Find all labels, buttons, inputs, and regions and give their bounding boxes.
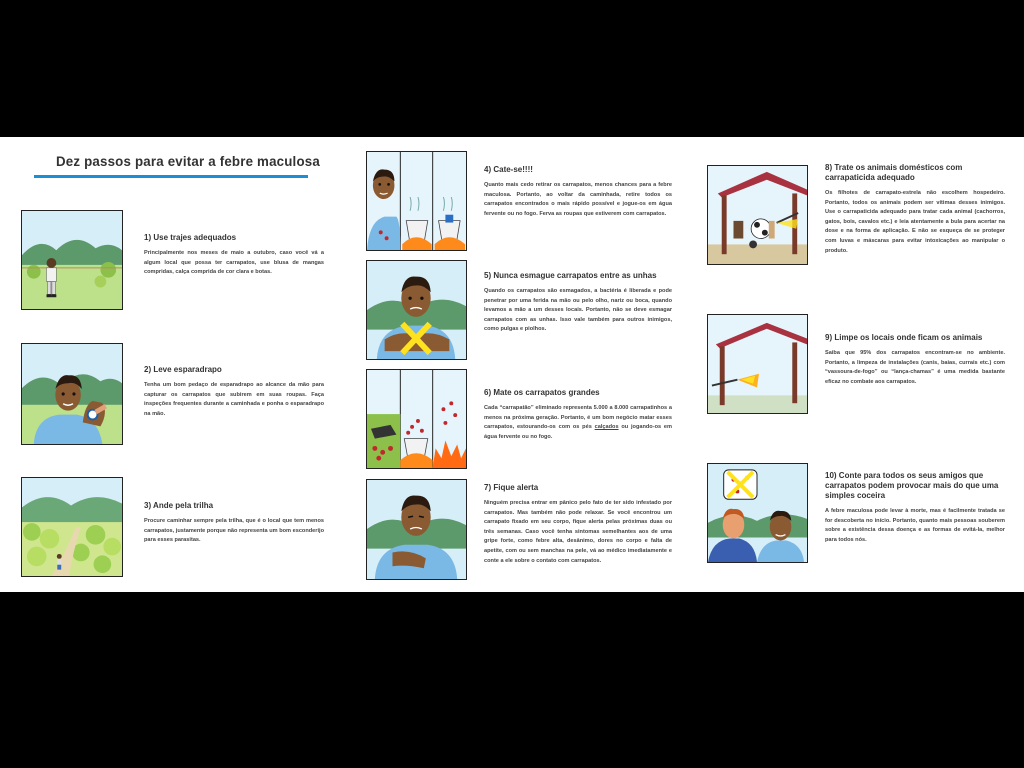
step-10-text: A febre maculosa pode levar à morte, mas é facilmente tratada se for descoberta no início. Portanto, quanto mais pessoas souberem sobre a existência dessa doença e as formas de evitá-la, melhor para todos nós.: [825, 508, 1005, 543]
illustration-step-7: [366, 479, 467, 580]
person-in-field-icon: [22, 211, 122, 309]
illustration-step-4: [366, 151, 467, 251]
step-6-heading: 6) Mate os carrapatos grandes: [484, 388, 600, 397]
step-8: [825, 163, 1005, 256]
step-10-heading: 10) Conte para todos os seus amigos que carrapatos podem provocar mais do que uma simples coceira: [825, 471, 999, 500]
step-6-text-underlined: calçados: [594, 424, 619, 431]
boiling-clothes-icon: [367, 152, 466, 250]
illustration-step-6: [366, 369, 467, 469]
step-9: [825, 333, 1005, 387]
step-9-text: Saiba que 95% dos carrapatos encontram-se no ambiente. Portanto, a limpeza de instalações (canis, baias, currais etc.) com “vassoura-de-fogo” ou “lança-chamas” é uma medida bastante eficaz no combate aos carrapatos.: [825, 350, 1005, 385]
step-7-text: Ninguém precisa entrar em pânico pelo fato de ter sido infestado por carrapatos. Mas também não pode relaxar. Se você encontrou um carrapato fixado em seu corpo, fique alerta pelas próximas duas ou três semanas. Caso você tenha sintomas semelhantes aos de uma gripe forte, como febre alta, desânimo, dores no corpo e falta de apetite, com ou sem manchas na pele, vá ao médico imediatamente e conte a ele sobre o contato com carrapatos.: [484, 500, 672, 564]
page-title: Dez passos para evitar a febre maculosa: [56, 153, 320, 169]
illustration-step-2: [21, 343, 123, 445]
sick-man-icon: [367, 480, 466, 579]
step-5-text: Quando os carrapatos são esmagados, a bactéria é liberada e pode penetrar por uma ferida na mão ou pelo olho, nariz ou boca, quando levamos a mão a um desses locais. Portanto, não se deve esmagar carrapatos com as unhas. Isso vale também para outros inimigos, como pulgas e piolhos.: [484, 288, 672, 333]
step-7-heading: 7) Fique alerta: [484, 483, 539, 492]
illustration-step-10: [707, 463, 808, 563]
do-not-crush-icon: [367, 261, 466, 359]
step-4: [484, 165, 672, 219]
step-6-text-before: Cada “carrapatão” eliminado representa 5.000 a 8.000 carrapatinhos a menos na próxima geração. Portanto, é um bom negócio matar esses carrapatos, estourando-os com os pés: [484, 405, 672, 431]
title-underline: [34, 175, 308, 178]
illustration-step-9: [707, 314, 808, 414]
step-9-heading: 9) Limpe os locais onde ficam os animais: [825, 333, 983, 342]
step-4-heading: 4) Cate-se!!!!: [484, 165, 533, 174]
man-with-tape-icon: [22, 344, 122, 444]
step-2: [144, 365, 324, 419]
illustration-step-1: [21, 210, 123, 310]
step-1-text: Principalmente nos meses de maio a outubro, caso você vá a algum local que possa ter carrapatos, use blusa de mangas compridas, calça comprida de cor clara e botas.: [144, 250, 324, 276]
step-8-text: Os filhotes de carrapato-estrela não escolhem hospedeiro. Portanto, todos os animais podem ser vítimas desses inimigos. Use o carrapaticida adequado para tratar cada animal (cachorros, gatos, bois, cavalos etc.) e leia atentamente a bula para acertar na dose e na forma de aplicação. E não se esqueça de se proteger com luvas e máscaras para evitar intoxicações ao manipular o produto.: [825, 190, 1005, 254]
step-6-text-after: ou jogando-os em água fervente ou no fogo.: [484, 424, 672, 440]
step-5-heading: 5) Nunca esmague carrapatos entre as unhas: [484, 271, 657, 280]
step-4-text: Quanto mais cedo retirar os carrapatos, menos chances para a febre maculosa. Portanto, ao voltar da caminhada, retire todos os carrapatos encontrados o mais rápido possível e jogue-os em água fervente ou no fogo. Ferva as roupas que estiverem com carrapatos.: [484, 182, 672, 217]
step-1: [144, 233, 324, 278]
step-7: [484, 483, 672, 566]
brochure-page: [0, 137, 1024, 592]
step-1-heading: 1) Use trajes adequados: [144, 233, 237, 242]
step-3: [144, 501, 324, 546]
illustration-step-5: [366, 260, 467, 360]
illustration-step-8: [707, 165, 808, 265]
step-6-text: [484, 404, 672, 442]
step-8-heading: 8) Trate os animais domésticos com carrapaticida adequado: [825, 163, 963, 182]
step-5: [484, 271, 672, 335]
step-10: [825, 471, 1005, 545]
step-3-text: Procure caminhar sempre pela trilha, que é o local que tem menos carrapatos, justamente porque não representa um bom esconderijo para esses parasitas.: [144, 518, 324, 544]
step-6: [484, 388, 672, 442]
step-3-heading: 3) Ande pela trilha: [144, 501, 214, 510]
spraying-animals-icon: [708, 166, 807, 264]
killing-ticks-icon: [367, 370, 466, 468]
illustration-step-3: [21, 477, 123, 577]
step-2-heading: 2) Leve esparadrapo: [144, 365, 222, 374]
friends-talking-icon: [708, 464, 807, 562]
step-2-text: Tenha um bom pedaço de esparadrapo ao alcance da mão para capturar os carrapatos que subirem em suas roupas. Faça inspeções frequentes durante a caminhada e ponha o esparadrapo na mão.: [144, 382, 324, 417]
trail-walk-icon: [22, 478, 122, 576]
flame-cleaning-icon: [708, 315, 807, 413]
